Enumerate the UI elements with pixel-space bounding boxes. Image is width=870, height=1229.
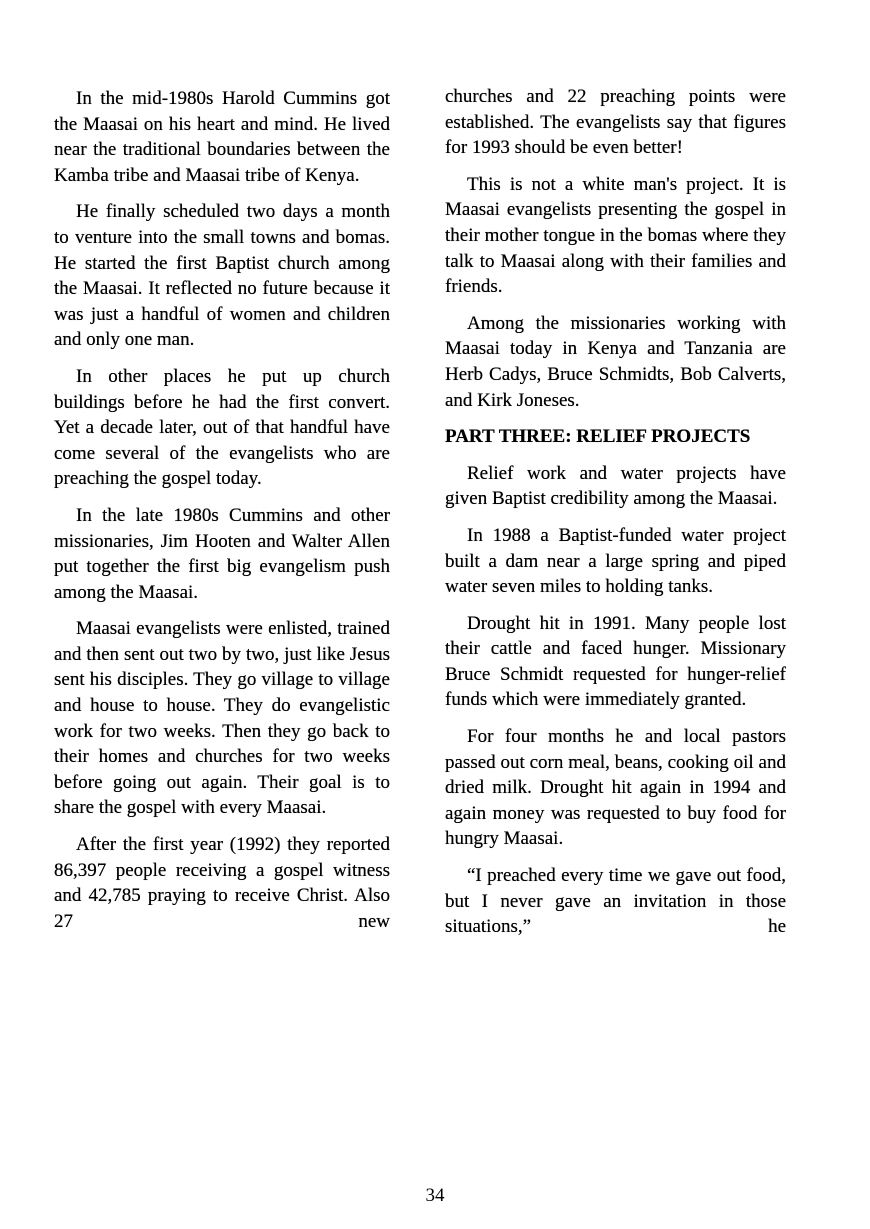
right-column (445, 84, 786, 951)
paragraph: This is not a white man's project. It is Maasai evangelists presenting the gospel in their mother tongue in the bomas where they talk to Maasai along with their families and friends. (445, 173, 786, 298)
left-column (54, 86, 390, 945)
paragraph: Relief work and water projects have given Baptist credibility among the Maasai. (445, 462, 786, 510)
paragraph: churches and 22 preaching points were established. The evangelists say that figures for 1993 should be even better! (445, 86, 786, 159)
paragraph: In 1988 a Baptist-funded water project built a dam near a large spring and piped water seven miles to holding tanks. (445, 524, 786, 598)
paragraph: In the mid-1980s Harold Cummins got the Maasai on his heart and mind. He lived near the traditional boundaries between the Kamba tribe and Maasai tribe of Kenya. (54, 88, 390, 186)
paragraph: After the first year (1992) they reported 86,397 people receiving a gospel witness and 42,785 praying to receive Christ. Also 27 new (54, 834, 390, 932)
page-number: 34 (425, 1185, 445, 1206)
paragraph: Drought hit in 1991. Many people lost their cattle and faced hunger. Missionary Bruce Schmidt requested for hunger-relief funds which were immediately granted. (445, 612, 786, 711)
paragraph: In other places he put up church buildings before he had the first convert. Yet a decade later, out of that handful have come several of the evangelists who are preaching the gospel today. (54, 365, 390, 490)
section-heading: PART THREE: RELIEF PROJECTS (445, 426, 751, 448)
paragraph: “I preached every time we gave out food, but I never gave an invitation in those situations,” he (445, 865, 786, 938)
paragraph: Maasai evangelists were enlisted, trained and then sent out two by two, just like Jesus sent his disciples. They go village to village and house to house. They do evangelistic work for two weeks. Then they go back to their homes and churches for two weeks before going out again. Their goal is to share the gospel with every Maasai. (54, 618, 390, 819)
paragraph: For four months he and local pastors passed out corn meal, beans, cooking oil and dried milk. Drought hit again in 1994 and again money was requested to buy food for hungry Maasai. (445, 726, 786, 850)
paragraph: Among the missionaries working with Maasai today in Kenya and Tanzania are Herb Cadys, Bruce Schmidts, Bob Calverts, and Kirk Joneses. (445, 312, 786, 411)
paragraph: In the late 1980s Cummins and other missionaries, Jim Hooten and Walter Allen put together the first big evangelism push among the Maasai. (54, 504, 390, 603)
paragraph: He finally scheduled two days a month to venture into the small towns and bomas. He started the first Baptist church among the Maasai. It reflected no future because it was just a handful of women and children and only one man. (54, 201, 390, 351)
